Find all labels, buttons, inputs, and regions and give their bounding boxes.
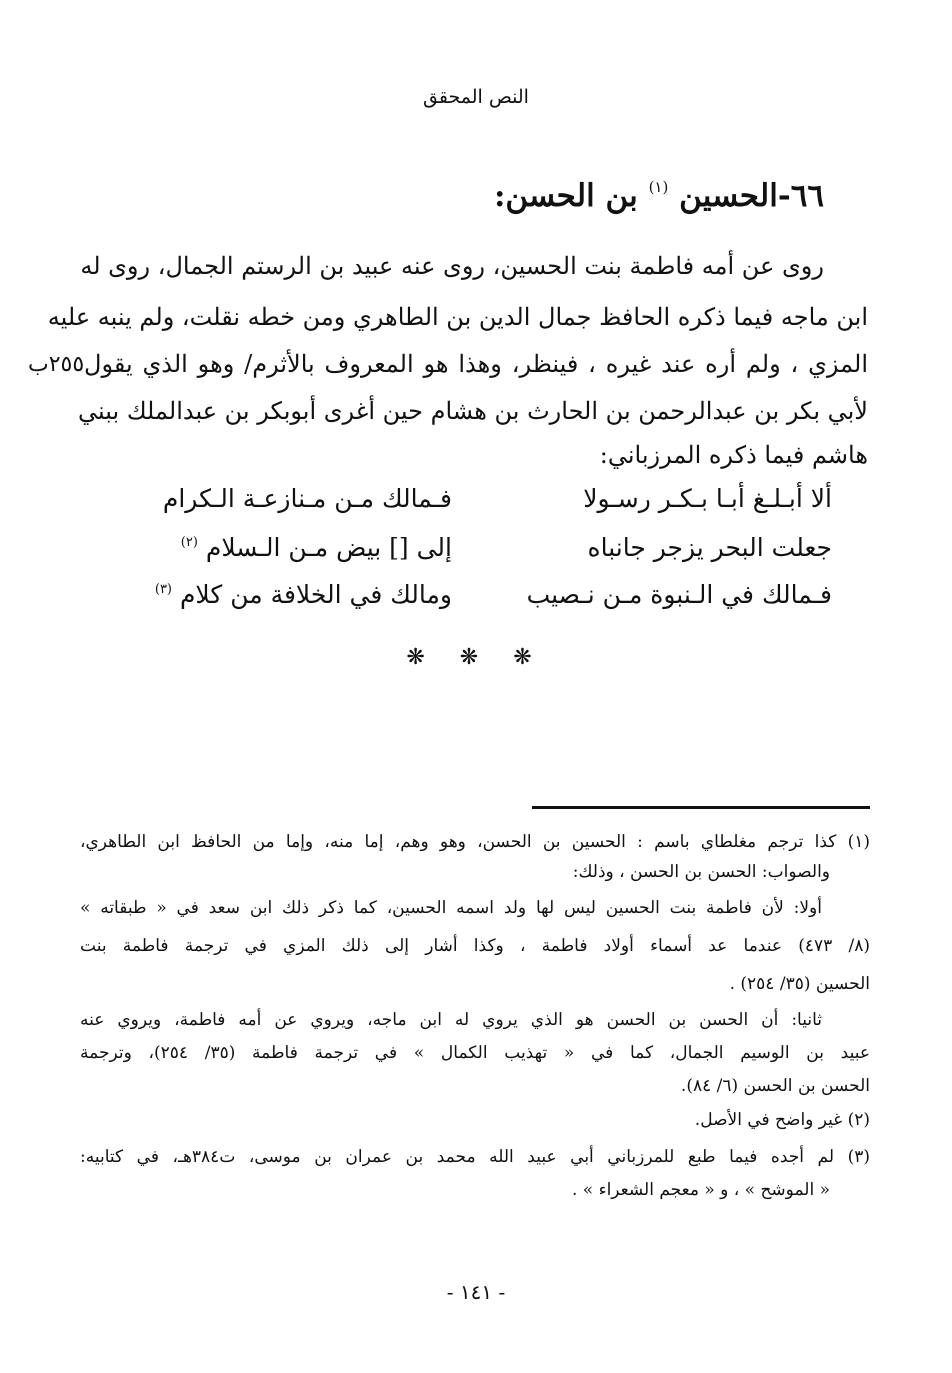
footnote-3-line-2: « الموشح » ، و « معجم الشعراء » . [571, 1180, 830, 1200]
footnote-1-line-2: والصواب: الحسن بن الحسن ، وذلك: [572, 862, 830, 882]
entry-heading-name: ٦٦-الحسين [679, 178, 824, 214]
entry-heading-father: بن الحسن: [493, 178, 638, 214]
body-line-3: المزي ، ولم أره عند غيره ، فينظر، وهذا هو المعروف بالأثرم/ وهو الذي يقول [84, 350, 868, 378]
verse-1-second-hemistich: فـمالك مـن مـنازعـة الـكرام [162, 484, 452, 513]
footnote-3 [80, 1147, 870, 1213]
footnote-ref-3[interactable]: (٣) [154, 582, 172, 597]
footnote-1-point-1-line-2: (٨/ ٤٧٣) عندما عد أسماء أولاد فاطمة ، وكذا أشار إلى ذلك المزي في ترجمة فاطمة بنت [80, 936, 870, 956]
verse-2-second-text: إلى [] بيض مـن الـسلام [205, 533, 452, 562]
footnote-1-point-2-line-3: الحسن بن الحسن (٦/ ٨٤). [680, 1076, 870, 1096]
footnote-1-point-2-line-2: عبيد بن الوسيم الجمال، كما في « تهذيب الكمال » في ترجمة فاطمة (٣٥/ ٢٥٤)، وترجمة [80, 1043, 870, 1063]
verse-1-first-hemistich: ألا أبـلـغ أبـا بـكـر رسـولا [583, 484, 832, 513]
body-line-5: هاشم فيما ذكره المرزباني: [599, 441, 868, 469]
section-separator: ❋ ❋ ❋ [406, 645, 546, 670]
footnote-1-point-1 [80, 898, 870, 1014]
margin-folio-note: ٢٥٥ب [28, 352, 85, 377]
footnote-1-point-2-line-1: ثانيا: أن الحسن بن الحسن هو الذي يروي له ابن ماجه، ويروي عن أمه فاطمة، ويروي عنه [80, 1010, 822, 1030]
body-line-1: روى عن أمه فاطمة بنت الحسين، روى عنه عبيد بن الرستم الجمال، روى له [80, 252, 824, 280]
footnote-divider [532, 806, 870, 809]
entry-heading [494, 178, 824, 214]
footnote-ref-1[interactable]: (١) [648, 178, 669, 196]
running-header: النص المحقق [423, 86, 529, 108]
verse-3-second-text: ومالك في الخلافة من كلام [179, 580, 452, 609]
verse-3-first-hemistich: فـمالك في الـنبوة مـن نـصيب [526, 580, 832, 609]
body-line-4: لأبي بكر بن عبدالرحمن بن الحارث بن هشام حين أغرى أبوبكر بن عبدالملك ببني [78, 397, 868, 425]
footnote-3-line-1: (٣) لم أجده فيما طبع للمرزباني أبي عبيد الله محمد بن عمران بن موسى، ت٣٨٤هـ، في كتابيه: [80, 1147, 870, 1167]
footnote-1-point-2 [80, 1010, 870, 1109]
verse-2-first-hemistich: جعلت البحر يزجر جانباه [587, 533, 832, 562]
verse-2-second-hemistich [122, 533, 452, 562]
footnote-1-line-1: (١) كذا ترجم مغلطاي باسم : الحسين بن الحسن، وهو وهم، إما منه، وإما من الحافظ ابن الطاهري، [80, 832, 870, 852]
page-number: - ١٤١ - [446, 1280, 506, 1304]
footnote-1-point-1-line-3: الحسين (٣٥/ ٢٥٤) . [729, 974, 870, 994]
footnote-2: (٢) غير واضح في الأصل. [694, 1110, 870, 1130]
footnote-1-point-1-line-1: أولا: لأن فاطمة بنت الحسين ليس لها ولد اسمه الحسين، كما ذكر ذلك ابن سعد في « طبقاته » [80, 898, 822, 918]
footnote-ref-2[interactable]: (٢) [180, 535, 198, 550]
footnote-1 [80, 832, 870, 892]
verse-3-second-hemistich [122, 580, 452, 609]
body-line-2: ابن ماجه فيما ذكره الحافظ جمال الدين بن الطاهري ومن خطه نقلت، ولم ينبه عليه [47, 303, 868, 331]
